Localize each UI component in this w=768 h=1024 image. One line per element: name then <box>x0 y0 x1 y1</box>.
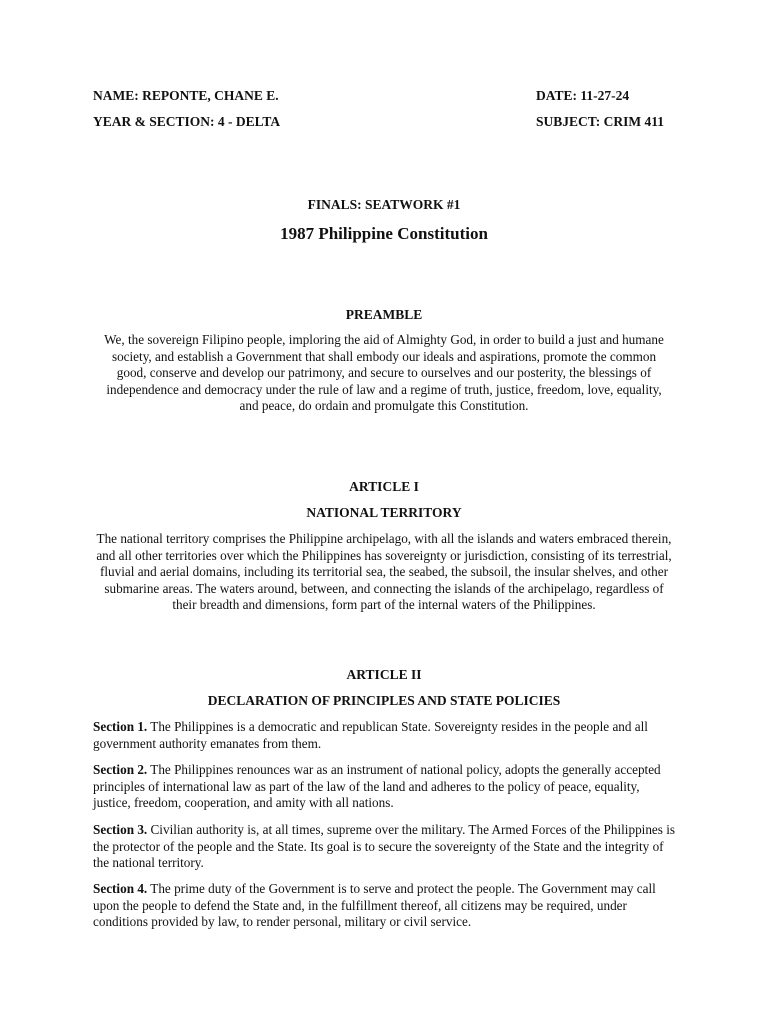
section-4-text: The prime duty of the Government is to serve and protect the people. The Government may call upon the people to defend the State and, in the fulfillment thereof, all citizens may be required, under conditions provided by law, to render personal, military or civil service. <box>93 881 656 930</box>
header-row-1 <box>93 88 673 104</box>
header-row-2 <box>93 114 673 130</box>
article-1-title: NATIONAL TERRITORY <box>306 505 462 520</box>
section-3 <box>93 822 676 872</box>
article-2-title: DECLARATION OF PRINCIPLES AND STATE POLICIES <box>207 693 561 708</box>
subject: SUBJECT: CRIM 411 <box>536 114 665 129</box>
section-1 <box>93 719 676 752</box>
section-2 <box>93 762 676 812</box>
student-name: NAME: REPONTE, CHANE E. <box>93 88 279 103</box>
section-1-text: The Philippines is a democratic and republican State. Sovereignty resides in the people and all government authority emanates from them. <box>93 719 648 751</box>
year-section: YEAR & SECTION: 4 - DELTA <box>93 114 281 129</box>
finals-label: FINALS: SEATWORK #1 <box>307 197 461 212</box>
article-2-number: ARTICLE II <box>346 667 422 682</box>
section-1-label: Section 1. <box>93 719 148 734</box>
preamble-heading: PREAMBLE <box>345 307 423 322</box>
section-4 <box>93 881 676 931</box>
section-3-label: Section 3. <box>93 822 148 837</box>
submission-date: DATE: 11-27-24 <box>536 88 630 103</box>
preamble-text: We, the sovereign Filipino people, imploring the aid of Almighty God, in order to build a just and humane society, and establish a Government that shall embody our ideals and aspirations, promote the common good, conserve and develop our patrimony, and secure to ourselves and our posterity, the blessings of independence and democracy under the rule of law and a regime of truth, justice, freedom, love, equality, and peace, do ordain and promulgate this Constitution. <box>104 332 664 414</box>
article-1-number: ARTICLE I <box>349 479 419 494</box>
section-4-label: Section 4. <box>93 881 148 896</box>
section-3-text: Civilian authority is, at all times, supreme over the military. The Armed Forces of the Philippines is the protector of the people and the State. Its goal is to secure the sovereignty of the State and the integrity of the national territory. <box>93 822 675 871</box>
section-2-label: Section 2. <box>93 762 148 777</box>
document-title: 1987 Philippine Constitution <box>280 224 488 243</box>
article-1-text: The national territory comprises the Philippine archipelago, with all the islands and waters embraced therein, and all other territories over which the Philippines has sovereignty or jurisdiction, consisting of its terrestrial, fluvial and aerial domains, including its territorial sea, the seabed, the subsoil, the insular shelves, and other submarine areas. The waters around, between, and connecting the islands of the archipelago, regardless of their breadth and dimensions, form part of the internal waters of the Philippines. <box>96 531 672 613</box>
section-2-text: The Philippines renounces war as an instrument of national policy, adopts the generally accepted principles of international law as part of the law of the land and adheres to the policy of peace, equality, justice, freedom, cooperation, and amity with all nations. <box>93 762 661 811</box>
